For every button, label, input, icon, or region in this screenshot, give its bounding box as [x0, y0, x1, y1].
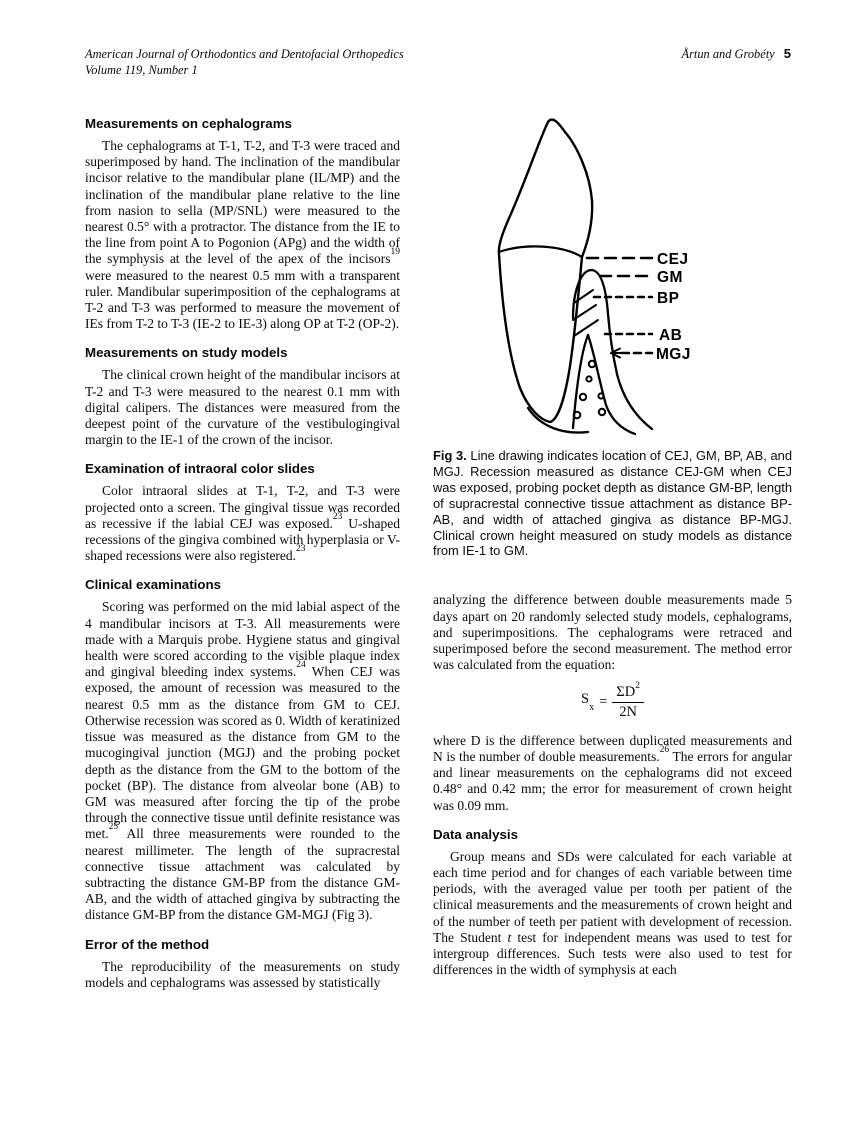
- left-column: [85, 108, 400, 991]
- tooth-line-drawing: [470, 108, 810, 440]
- equation-lhs: $S_x$: [581, 691, 595, 714]
- section-heading-error-of-method: Error of the method: [85, 936, 210, 952]
- section-heading-color-slides: Examination of intraoral color slides: [85, 461, 315, 477]
- method-error-equation: [433, 680, 792, 721]
- paragraph-cephalograms: The cephalograms at T-1, T-2, and T-3 were traced and superimposed by hand. The inclination of the mandibular incisor relative to the mandibular plane (IL/MP) and the inclination of the mandibular plane relative to the line from nasion to sella (MP/SNL) were measured to the nearest 0.5° with a protractor. The distance from the IE to the line from point A to Pogonion (APg) and the width of the symphysis at the level of the apex of the incisors$^{19}$ were measured to the nearest 0.5 mm with a transparent ruler. Mandibular superimposition of the cephalograms at T-2 and T-3 was performed to measure the movement of IEs from T-2 to T-3 (IE-2 to IE-3) along OP at T-2 (OP-2).: [85, 138, 400, 332]
- section-heading-clinical-examinations: Clinical examinations: [85, 577, 221, 593]
- bone-dot: [598, 393, 603, 398]
- label-gm: GM: [657, 269, 683, 286]
- paragraph-study-models: The clinical crown height of the mandibular incisors at T-2 and T-3 were measured to the nearest 0.1 mm with digital calipers. The distances were measured from the deepest point of the curvature of the vestibulogingival margin to the IE-1 of the crown of the incisor.: [85, 367, 400, 448]
- equation-denominator: 2N: [619, 704, 637, 721]
- equation-equals: =: [599, 694, 608, 711]
- section-heading-data-analysis: Data analysis: [433, 826, 519, 842]
- paragraph-color-slides: Color intraoral slides at T-1, T-2, and T-3 were projected onto a screen. The gingival tissue was recorded as recessive if the labial CEJ was exposed.$^{23}$ U-shaped recessions of the gingiva combined with hyperplasia or V-shaped recessions were also registered.$^{23}$: [85, 483, 400, 564]
- page-number: 5: [783, 46, 791, 61]
- paragraph-method-error-continuation: analyzing the difference between double measurements made 5 days apart on 20 randomly selected study models, cephalograms, and superimpositions. The cephalograms were retraced and superimposed before the second measurement. The method error was calculated from the equation:: [433, 592, 792, 673]
- volume-number-line: Volume 119, Number 1: [85, 63, 198, 77]
- paragraph-data-analysis: Group means and SDs were calculated for each variable at each time period and for changes of each variable between time periods, with the averaged value per tooth per patient of the clinical measurements and the measurements of crown height and of the number of teeth per patient with development of recession. The Student t test for independent means was used to test for intergroup differences. Such tests were also used to test for differences in the width of symphysis at each: [433, 848, 792, 978]
- alveolar-bone-outline: [573, 335, 635, 434]
- paragraph-error-of-method: The reproducibility of the measurements on study models and cephalograms was assessed by statistically: [85, 958, 400, 990]
- label-ab: AB: [659, 327, 683, 344]
- gingiva-outline: [573, 270, 652, 429]
- running-header-right: [682, 46, 792, 62]
- running-header-left: [85, 46, 404, 78]
- journal-title: American Journal of Orthodontics and Dentofacial Orthopedics: [85, 47, 404, 61]
- section-heading-study-models: Measurements on study models: [85, 345, 288, 361]
- label-mgj: MGJ: [656, 346, 691, 363]
- cej-line: [499, 246, 582, 257]
- running-header: [85, 46, 791, 78]
- bone-dot: [586, 376, 591, 381]
- running-head-authors: Årtun and Grobéty: [681, 47, 775, 61]
- bone-dot: [599, 409, 605, 415]
- equation-numerator: $\Sigma D^2$: [612, 684, 644, 703]
- label-bp: BP: [657, 290, 680, 307]
- bone-dot: [574, 412, 581, 419]
- equation-fraction: [612, 680, 644, 721]
- figure-3: [470, 108, 810, 440]
- label-cej: CEJ: [657, 251, 689, 268]
- bone-dot: [580, 394, 586, 400]
- paragraph-clinical-examinations: Scoring was performed on the mid labial aspect of the 4 mandibular incisors at T-3. All measurements were made with a Marquis probe. Hygiene status and gingival health were scored according to the visible plaque index and gingival bleeding index systems.$^{24}$ When CEJ was exposed, the amount of recession was measured to the nearest 0.5 mm as the distance from GM to CEJ. Otherwise recession was scored as 0. Width of keratinized tissue was measured as the distance from GM to the mucogingival junction (MGJ) and the probing pocket depth as the distance from the GM to the bottom of the pocket (BP). The distance from alveolar bone (AB) to GM was measured after forcing the tip of the probe through the connective tissue until definite resistance was met.$^{25}$ All three measurements were rounded to the nearest millimeter. The length of the supracrestal connective tissue attachment was calculated by subtracting the distance GM-BP from the distance GM-AB, and the width of attached gingiva by subtracting the distance GM-BP from the distance GM-MGJ (Fig 3).: [85, 599, 400, 923]
- section-heading-cephalograms: Measurements on cephalograms: [85, 116, 292, 131]
- bone-dot: [589, 361, 595, 367]
- right-column: [433, 108, 792, 978]
- probe-line-3: [574, 320, 598, 336]
- paragraph-after-equation: where D is the difference between duplicated measurements and N is the number of double measurements.$^{26}$ The errors for angular and linear measurements on the cephalograms did not exceed 0.48° and 0.42 mm; the error for measurement of crown height was 0.09 mm.: [433, 732, 792, 813]
- figure-caption: Fig 3. Line drawing indicates location of CEJ, GM, BP, AB, and MGJ. Recession measured as distance CEJ-GM when CEJ was exposed, probing pocket depth as distance GM-BP, length of supracrestal connective tissue attachment as distance BP-AB, and width of attached gingiva as distance BP-MGJ. Clinical crown height measured on study models as distance from IE-1 to GM.: [433, 448, 792, 559]
